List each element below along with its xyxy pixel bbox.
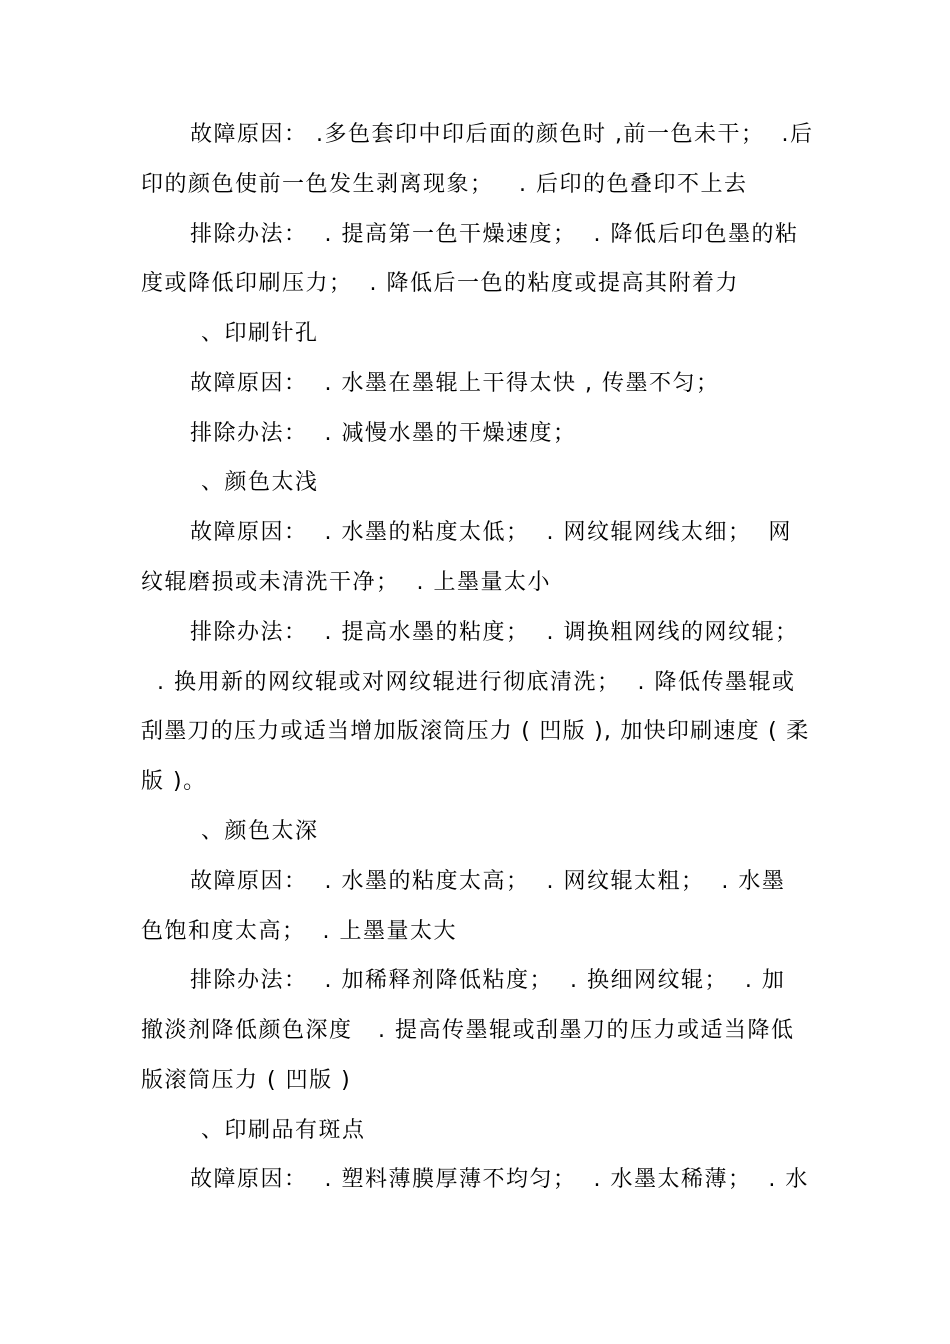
- section-heading: 、颜色太深: [201, 819, 319, 844]
- text-line: 故障原因： .多色套印中印后面的颜色时 ,前一色未干； .后: [190, 122, 814, 147]
- section-heading: 、印刷品有斑点: [201, 1118, 366, 1143]
- text-line: 印的颜色使前一色发生剥离现象； . 后印的色叠印不上去: [141, 172, 748, 197]
- text-line: 版滚筒压力 ( 凹版 ): [141, 1068, 352, 1093]
- text-line: 度或降低印刷压力； . 降低后一色的粘度或提高其附着力: [141, 271, 739, 296]
- text-line: 故障原因： . 水墨的粘度太高； . 网纹辊太粗； . 水墨: [190, 869, 786, 894]
- text-line: 故障原因： . 水墨的粘度太低； . 网纹辊网线太细； 网: [190, 520, 792, 545]
- text-line: 色饱和度太高； . 上墨量太大: [141, 919, 457, 944]
- text-line: 纹辊磨损或未清洗干净； . 上墨量太小: [141, 570, 551, 595]
- text-line: 刮墨刀的压力或适当增加版滚筒压力 ( 凹版 ), 加快印刷速度 ( 柔: [141, 719, 810, 744]
- text-line: 撤淡剂降低颜色深度 . 提高传墨辊或刮墨刀的压力或适当降低: [141, 1018, 795, 1043]
- text-line: 排除办法： . 提高水墨的粘度； . 调换粗网线的网纹辊；: [190, 620, 799, 645]
- text-line: . 换用新的网纹辊或对网纹辊进行彻底清洗； . 降低传墨辊或: [157, 670, 796, 695]
- text-line: 排除办法： . 提高第一色干燥速度； . 降低后印色墨的粘: [190, 222, 799, 247]
- text-line: 故障原因： . 塑料薄膜厚薄不均匀； . 水墨太稀薄； . 水: [190, 1167, 809, 1192]
- section-heading: 、印刷针孔: [201, 321, 319, 346]
- text-line: 排除办法： . 加稀释剂降低粘度； . 换细网纹辊； . 加: [190, 968, 786, 993]
- text-line: 排除办法： . 减慢水墨的干燥速度；: [190, 421, 577, 446]
- text-line: 故障原因： . 水墨在墨辊上干得太快 , 传墨不匀；: [190, 371, 720, 396]
- section-heading: 、颜色太浅: [201, 470, 319, 495]
- text-line: 版 )。: [141, 769, 207, 794]
